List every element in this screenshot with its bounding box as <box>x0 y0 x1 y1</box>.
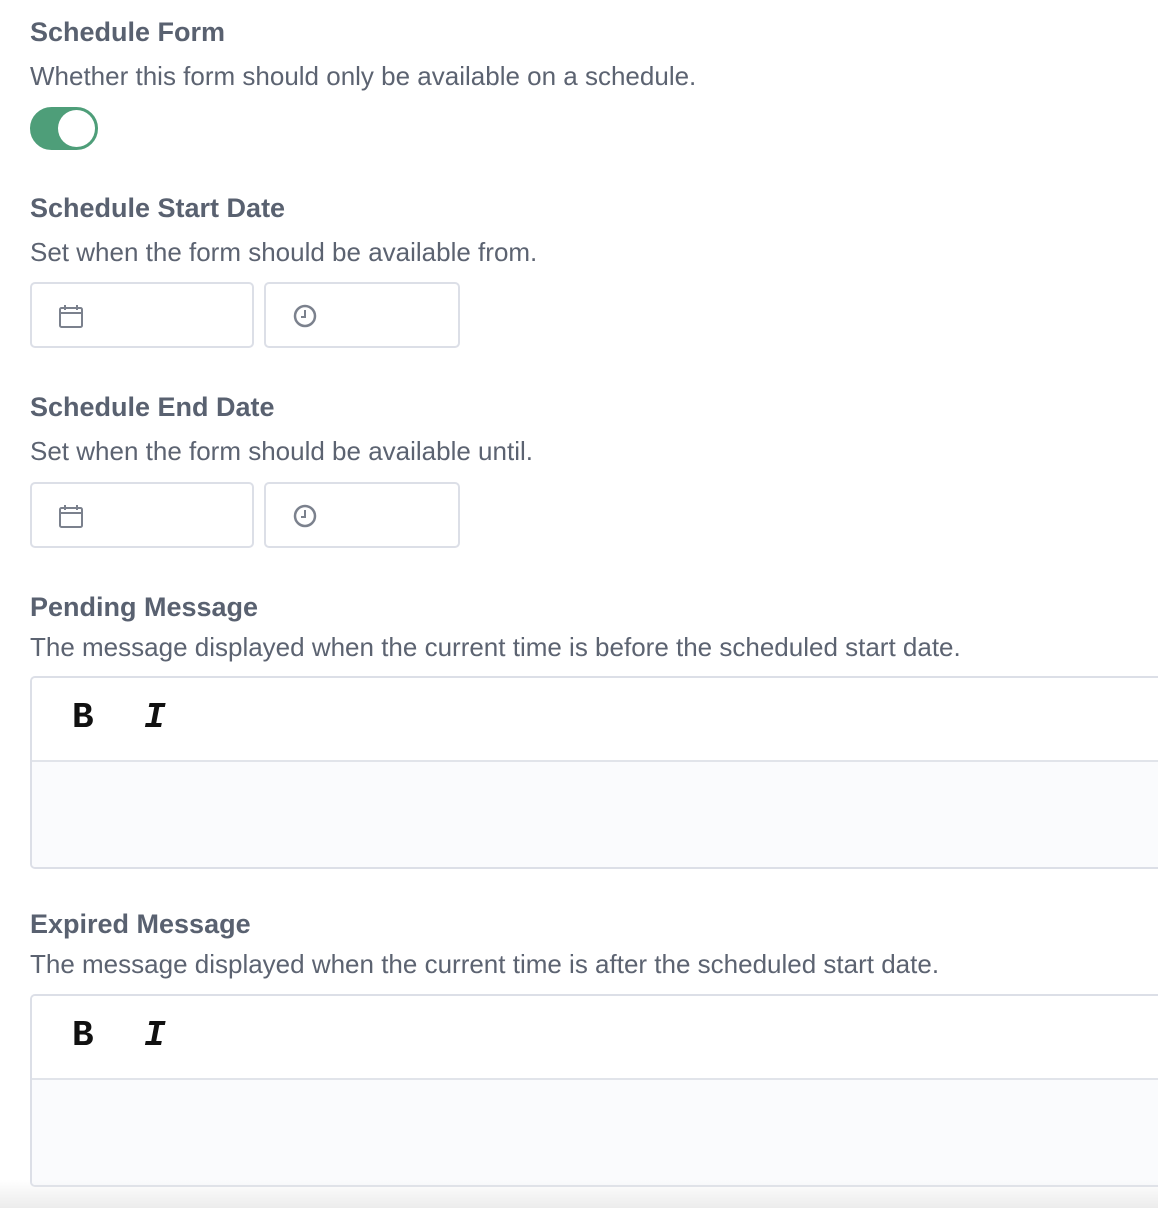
calendar-icon <box>58 303 84 329</box>
schedule-form-label: Schedule Form <box>30 17 226 47</box>
schedule-form-toggle[interactable] <box>30 107 98 150</box>
start-date-label: Schedule Start Date <box>30 193 286 223</box>
end-date-description: Set when the form should be available until. <box>30 436 533 466</box>
expired-message-editor <box>30 994 1158 1187</box>
start-date-input[interactable] <box>30 282 254 348</box>
expired-message-description: The message displayed when the current time is after the scheduled start date. <box>30 949 940 979</box>
end-date-label: Schedule End Date <box>30 392 275 422</box>
bold-button[interactable]: B <box>72 1015 94 1056</box>
bottom-shadow <box>0 1180 1158 1208</box>
pending-message-editor <box>30 676 1158 869</box>
calendar-icon <box>58 503 84 529</box>
editor-toolbar <box>32 678 1158 762</box>
end-date-input[interactable] <box>30 482 254 548</box>
pending-message-description: The message displayed when the current time is before the scheduled start date. <box>30 632 961 662</box>
clock-icon <box>292 303 318 329</box>
italic-button[interactable]: I <box>144 1015 166 1056</box>
start-time-input[interactable] <box>264 282 460 348</box>
pending-message-label: Pending Message <box>30 592 259 622</box>
toggle-knob <box>58 110 95 147</box>
expired-message-textarea[interactable] <box>32 1080 1158 1185</box>
editor-toolbar <box>32 996 1158 1080</box>
end-time-input[interactable] <box>264 482 460 548</box>
expired-message-label: Expired Message <box>30 909 251 939</box>
schedule-form-description: Whether this form should only be available on a schedule. <box>30 61 697 91</box>
pending-message-textarea[interactable] <box>32 762 1158 867</box>
start-date-description: Set when the form should be available from. <box>30 237 538 267</box>
italic-button[interactable]: I <box>144 697 166 738</box>
bold-button[interactable]: B <box>72 697 94 738</box>
clock-icon <box>292 503 318 529</box>
